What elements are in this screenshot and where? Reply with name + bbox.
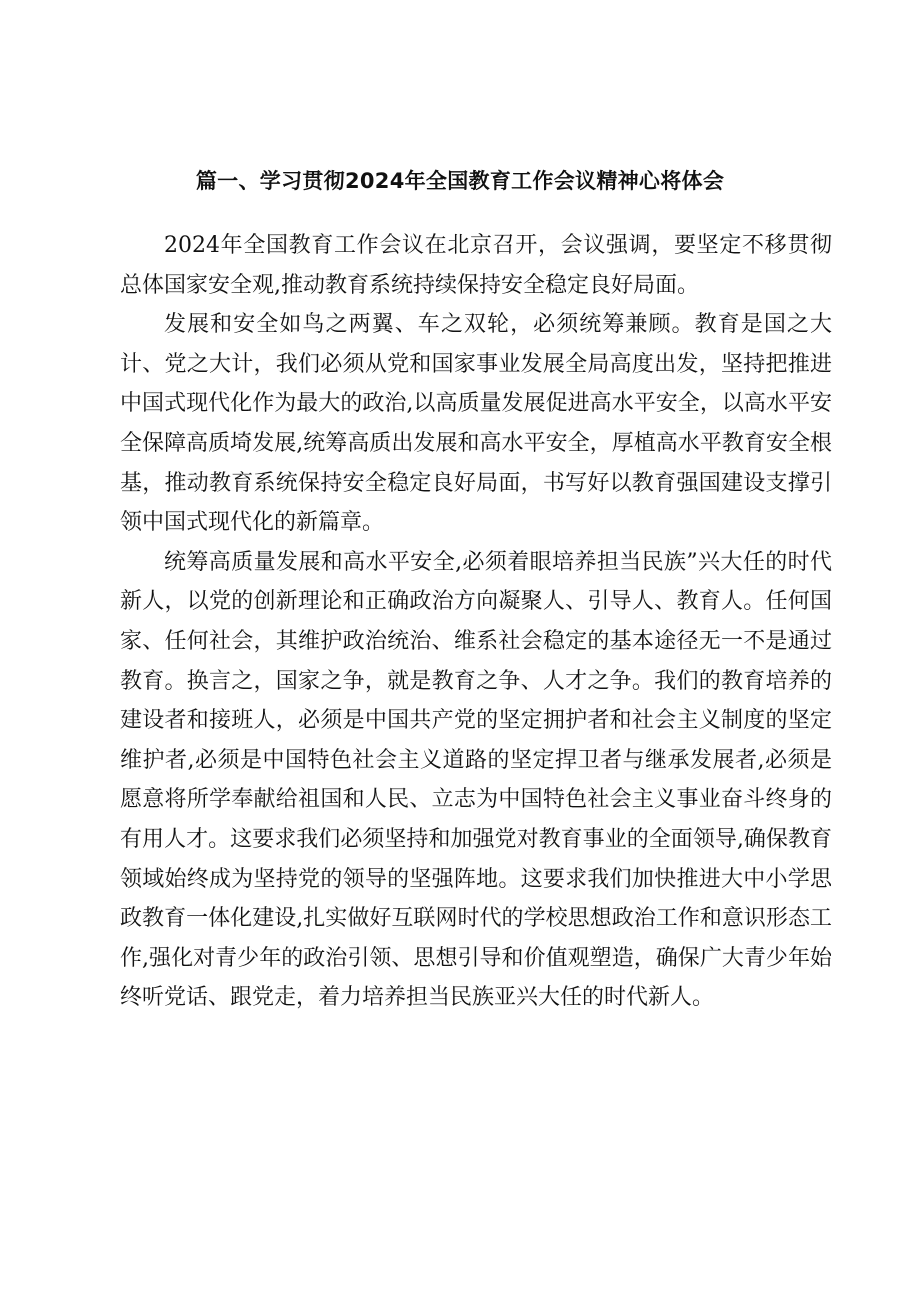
document-title: 篇一、学习贯彻2024年全国教育工作会议精神心将体会 <box>195 169 725 193</box>
document-body <box>120 226 832 1018</box>
paragraph: 发展和安全如鸟之两翼、车之双轮，必须统筹兼顾。教育是国之大计、党之大计，我们必须从党和国家事业发展全局高度出发，坚持把推进中国式现代化作为最大的政治,以高质量发展促进高水平安全，以高水平安全保障高质埼发展,统筹高质出发展和高水平安全，厚植高水平教育安全根基，推动教育系统保持安全稳定良好局面，书写好以教育强国建设支撑引领中国式现代化的新篇章。 <box>120 312 832 536</box>
paragraph: 2024年全国教育工作会议在北京召开，会议强调，要坚定不移贯彻总体国家安全观,推动教育系统持续保持安全稳定良好局面。 <box>120 233 832 298</box>
paragraph: 统筹高质量发展和高水平安全,必须着眼培养担当民族”兴大任的时代新人，以党的创新理论和正确政治方向凝聚人、引导人、教育人。任何国家、任何社会，其维护政治统治、维系社会稳定的基本途径无一不是通过教育。换言之，国家之争，就是教育之争、人才之争。我们的教育培养的建设者和接班人，必须是中国共产党的坚定拥护者和社会主义制度的坚定维护者,必须是中国特色社会主义道路的坚定捍卫者与继承发展者,必须是愿意将所学奉献给祖国和人民、立志为中国特色社会主义事业奋斗终身的有用人才。这要求我们必须坚持和加强党对教育事业的全面领导,确保教育领域始终成为坚持党的领导的坚强阵地。这要求我们加快推进大中小学思政教育一体化建设,扎实做好互联网时代的学校思想政治工作和意识形态工作,强化对青少年的政治引领、思想引导和价值观塑造，确保广大青少年始终听党话、跟党走，着力培养担当民族亚兴大任的时代新人。 <box>120 549 832 1011</box>
